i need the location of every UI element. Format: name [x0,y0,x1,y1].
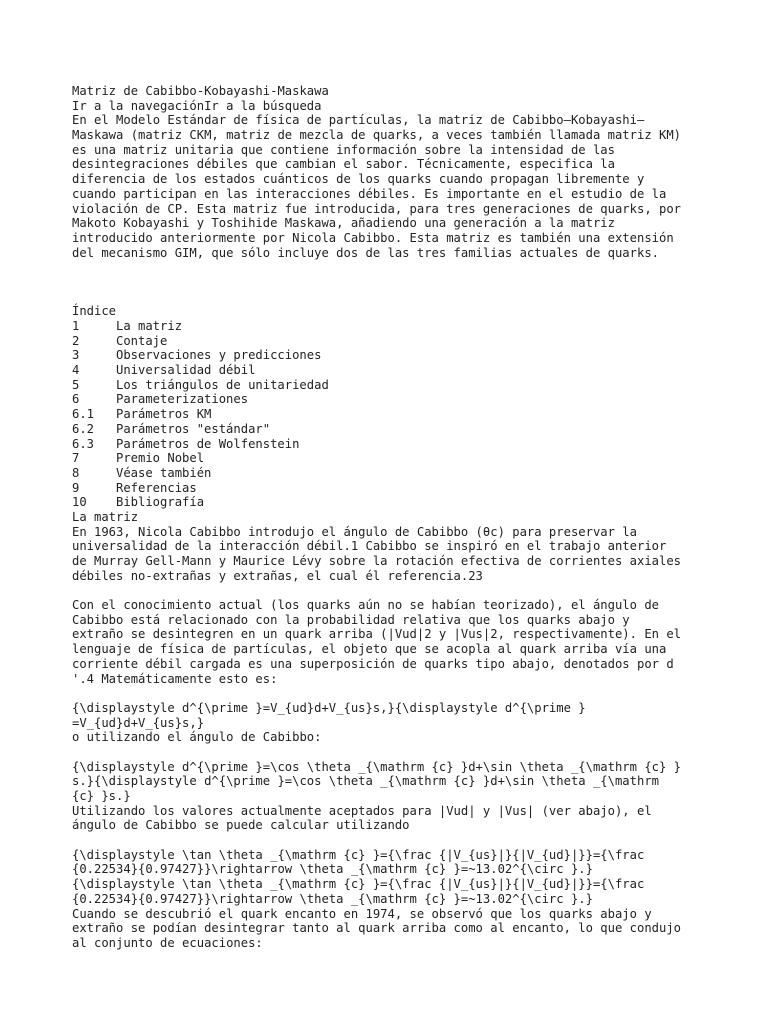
toc-label[interactable]: Premio Nobel [116,451,205,466]
toc-label[interactable]: Universalidad débil [116,363,256,378]
paragraph-line: extraño se podían desintegrar tanto al quark arriba como al encanto, lo que condujo [72,921,682,936]
toc-label[interactable]: Véase también [116,465,212,480]
page-title: Matriz de Cabibbo-Kobayashi-Maskawa [72,84,329,98]
formula-line: {\displaystyle \tan \theta _{\mathrm {c} }={\frac {|V_{us}|}{|V_{ud}|}}={\frac [72,847,645,862]
formula-block [72,760,708,804]
toc-number: 9 [72,480,80,495]
paragraph [72,525,708,584]
toc-item[interactable] [72,437,708,452]
formula-line: {0.22534}{0.97427}}\rightarrow \theta _{\mathrm {c} }=~13.02^{\circ }.} [72,891,593,906]
toc-number: 8 [72,465,80,480]
toc-item[interactable] [72,319,708,334]
toc-number: 7 [72,451,80,466]
paragraph-line: lenguaje de física de partículas, el objeto que se acopla al quark arriba vía una [72,642,667,657]
toc-label[interactable]: Bibliografía [116,495,205,510]
intro-line: violación de CP. Esta matriz fue introducida, para tres generaciones de quarks, por [72,201,682,216]
paragraph-line: '.4 Matemáticamente esto es: [72,671,278,686]
nav-links[interactable]: Ir a la navegaciónIr a la búsqueda [72,98,322,113]
toc-number: 2 [72,333,80,348]
toc-item[interactable] [72,422,708,437]
paragraph [72,598,708,686]
paragraph-line: Cabibbo está relacionado con la probabilidad relativa que los quarks abajo y [72,612,630,627]
paragraph-line: Con el conocimiento actual (los quarks aún no se habían teorizado), el ángulo de [72,598,659,613]
paragraph-line: Cuando se descubrió el quark encanto en 1974, se observó que los quarks abajo y [72,906,652,921]
toc-label[interactable]: Referencias [116,480,197,495]
toc-item[interactable] [72,495,708,510]
intro-line: cuando participan en las interacciones débiles. Es importante en el estudio de la [72,186,667,201]
toc-item[interactable] [72,407,708,422]
intro-line: Maskawa (matriz CKM, matriz de mezcla de quarks, a veces también llamada matriz KM) [72,128,682,143]
paragraph-line: ángulo de Cabibbo se puede calcular utilizando [72,818,410,833]
formula-line: =V_{ud}d+V_{us}s,} [72,715,205,730]
toc-label[interactable]: La matriz [116,319,183,334]
toc-heading: Índice [72,304,117,319]
formula-block [72,848,708,907]
formula-line: {\displaystyle \tan \theta _{\mathrm {c} }={\frac {|V_{us}|}{|V_{ud}|}}={\frac [72,877,645,892]
toc-item[interactable] [72,334,708,349]
intro-line: introducido anteriormente por Nicola Cabibbo. Esta matriz es también una extensión [72,230,674,245]
toc-number: 6.3 [72,436,95,451]
paragraph-line: de Murray Gell-Mann y Maurice Lévy sobre la rotación efectiva de corrientes axiales [72,554,682,569]
toc-number: 4 [72,363,80,378]
paragraph-line: corriente débil cargada es una superposición de quarks tipo abajo, denotados por d [72,656,674,671]
formula-note [72,804,708,833]
toc-label[interactable]: Parámetros "estándar" [116,421,271,436]
toc-number: 6.1 [72,407,95,422]
intro-paragraph [72,113,708,260]
toc-item[interactable] [72,378,708,393]
paragraph-line: extraño se desintegren en un quark arriba (|Vud|2 y |Vus|2, respectivamente). En el [72,627,682,642]
intro-line: es una matriz unitaria que contiene información sobre la intensidad de las [72,142,615,157]
formula-line: {c} }s.} [72,789,131,804]
formula-line: {\displaystyle d^{\prime }=V_{ud}d+V_{us}s,}{\displaystyle d^{\prime } [72,700,586,715]
toc-label[interactable]: Parámetros de Wolfenstein [116,436,300,451]
toc-item[interactable] [72,392,708,407]
formula-block [72,701,708,730]
intro-line: En el Modelo Estándar de física de partículas, la matriz de Cabibbo–Kobayashi– [72,113,645,128]
toc-label[interactable]: Parámetros KM [116,407,212,422]
toc-item[interactable] [72,481,708,496]
intro-line: desintegraciones débiles que cambian el sabor. Técnicamente, especifica la [72,157,615,172]
section-heading: La matriz [72,509,139,524]
toc-item[interactable] [72,348,708,363]
toc-label[interactable]: Contaje [116,333,168,348]
intro-line: Makoto Kobayashi y Toshihide Maskawa, añadiendo una generación a la matriz [72,216,615,231]
paragraph-line: universalidad de la interacción débil.1 Cabibbo se inspiró en el trabajo anterior [72,539,667,554]
toc-item[interactable] [72,451,708,466]
paragraph [72,907,708,951]
paragraph-line: En 1963, Nicola Cabibbo introdujo el ángulo de Cabibbo (θc) para preservar la [72,524,637,539]
table-of-contents [72,304,708,510]
toc-number: 10 [72,495,87,510]
formula-line: {\displaystyle d^{\prime }=\cos \theta _{\mathrm {c} }d+\sin \theta _{\mathrm {c} } [72,759,682,774]
toc-label[interactable]: Los triángulos de unitariedad [116,377,329,392]
toc-label[interactable]: Observaciones y predicciones [116,348,322,363]
intro-line: diferencia de los estados cuánticos de los quarks cuando propagan libremente y [72,172,645,187]
formula-note: o utilizando el ángulo de Cabibbo: [72,730,322,745]
paragraph-line: débiles no-extrañas y extrañas, el cual él referencia.23 [72,568,483,583]
paragraph-line: Utilizando los valores actualmente aceptados para |Vud| y |Vus| (ver abajo), el [72,803,652,818]
formula-line: s.}{\displaystyle d^{\prime }=\cos \theta _{\mathrm {c} }d+\sin \theta _{\mathrm [72,774,659,789]
toc-number: 1 [72,319,80,334]
toc-label[interactable]: Parameterizationes [116,392,249,407]
toc-number: 6 [72,392,80,407]
intro-line: del mecanismo GIM, que sólo incluye dos de las tres familias actuales de quarks. [72,245,659,260]
toc-number: 5 [72,377,80,392]
toc-item[interactable] [72,466,708,481]
paragraph-line: al conjunto de ecuaciones: [72,935,263,950]
toc-number: 6.2 [72,421,95,436]
toc-item[interactable] [72,363,708,378]
formula-line: {0.22534}{0.97427}}\rightarrow \theta _{\mathrm {c} }=~13.02^{\circ }.} [72,862,593,877]
toc-number: 3 [72,348,80,363]
